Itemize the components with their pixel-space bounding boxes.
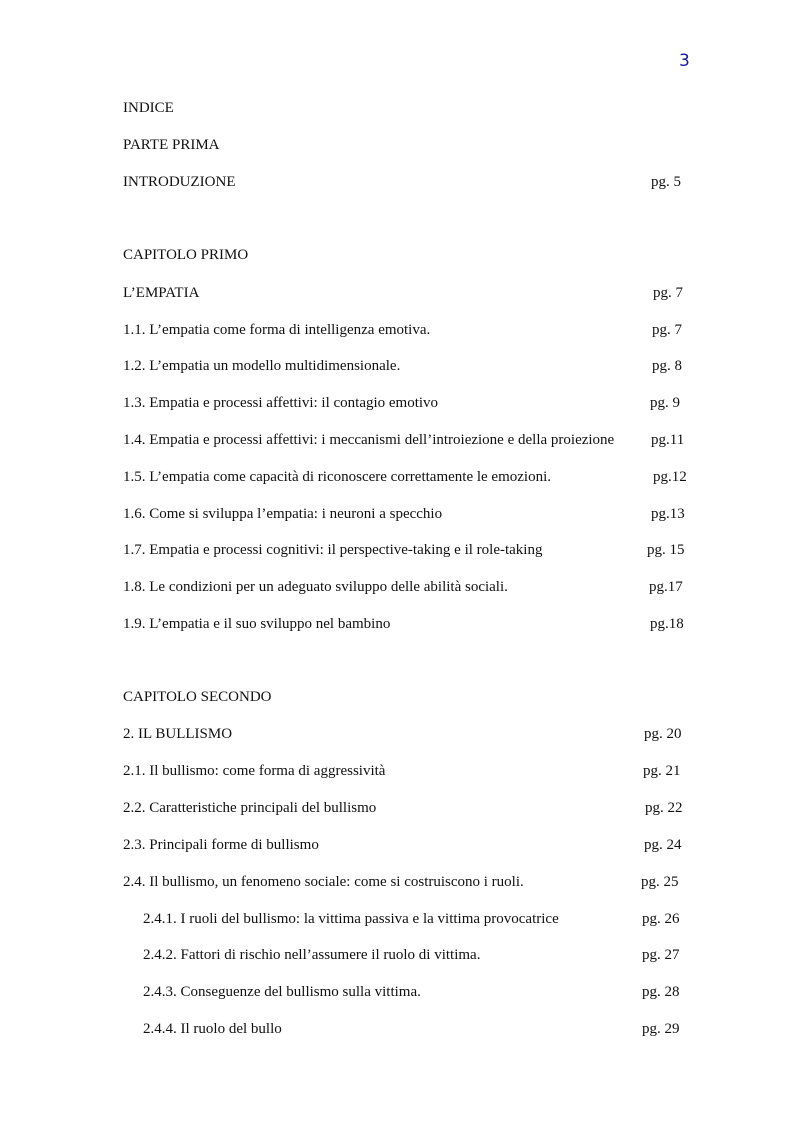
toc-page-chapter-2: pg. 20 [644, 726, 682, 742]
chapter-2-heading: CAPITOLO SECONDO [123, 689, 272, 705]
toc-page: pg. 15 [647, 542, 685, 558]
toc-entry: 1.2. L’empatia un modello multidimensionale. [123, 358, 401, 374]
toc-entry: 2.3. Principali forme di bullismo [123, 837, 319, 853]
toc-entry: 1.3. Empatia e processi affettivi: il contagio emotivo [123, 395, 439, 411]
toc-page: pg. 9 [650, 395, 680, 411]
toc-entry: 1.6. Come si sviluppa l’empatia: i neuroni a specchio [123, 506, 443, 522]
toc-entry: 1.9. L’empatia e il suo sviluppo nel bambino [123, 616, 391, 632]
toc-subentry: 2.4.3. Conseguenze del bullismo sulla vittima. [143, 984, 421, 1000]
toc-entry: 1.7. Empatia e processi cognitivi: il perspective-taking e il role-taking [123, 542, 543, 558]
toc-entry-intro: INTRODUZIONE [123, 174, 236, 190]
toc-page: pg. 27 [642, 947, 680, 963]
toc-entry-chapter-2: 2. IL BULLISMO [123, 726, 233, 742]
chapter-1-heading: CAPITOLO PRIMO [123, 247, 249, 263]
toc-page: pg.13 [651, 506, 685, 522]
index-title: INDICE [123, 100, 174, 116]
toc-entry-chapter-1: L’EMPATIA [123, 285, 200, 301]
toc-subentry: 2.4.4. Il ruolo del bullo [143, 1021, 282, 1037]
page-number: 3 [679, 51, 690, 71]
toc-page: pg. 29 [642, 1021, 680, 1037]
toc-page: pg. 22 [645, 800, 683, 816]
toc-entry: 1.1. L’empatia come forma di intelligenza emotiva. [123, 322, 431, 338]
toc-page: pg.17 [649, 579, 683, 595]
toc-page: pg.18 [650, 616, 684, 632]
toc-subentry: 2.4.2. Fattori di rischio nell’assumere il ruolo di vittima. [143, 947, 481, 963]
toc-entry: 1.4. Empatia e processi affettivi: i meccanismi dell’introiezione e della proiezione [123, 432, 615, 448]
toc-entry: 1.8. Le condizioni per un adeguato sviluppo delle abilità sociali. [123, 579, 508, 595]
toc-page: pg. 8 [652, 358, 682, 374]
toc-page: pg. 7 [652, 322, 682, 338]
toc-page: pg. 25 [641, 874, 679, 890]
toc-page-intro: pg. 5 [651, 174, 681, 190]
toc-page: pg. 24 [644, 837, 682, 853]
toc-page: pg.12 [653, 469, 687, 485]
part-heading: PARTE PRIMA [123, 137, 220, 153]
toc-entry: 2.1. Il bullismo: come forma di aggressività [123, 763, 386, 779]
toc-entry: 2.2. Caratteristiche principali del bullismo [123, 800, 377, 816]
toc-entry: 1.5. L’empatia come capacità di riconoscere correttamente le emozioni. [123, 469, 551, 485]
toc-subentry: 2.4.1. I ruoli del bullismo: la vittima passiva e la vittima provocatrice [143, 911, 559, 927]
toc-entry: 2.4. Il bullismo, un fenomeno sociale: come si costruiscono i ruoli. [123, 874, 524, 890]
toc-page: pg.11 [651, 432, 685, 448]
toc-page: pg. 28 [642, 984, 680, 1000]
toc-page: pg. 26 [642, 911, 680, 927]
toc-page-chapter-1: pg. 7 [653, 285, 683, 301]
toc-page: pg. 21 [643, 763, 681, 779]
